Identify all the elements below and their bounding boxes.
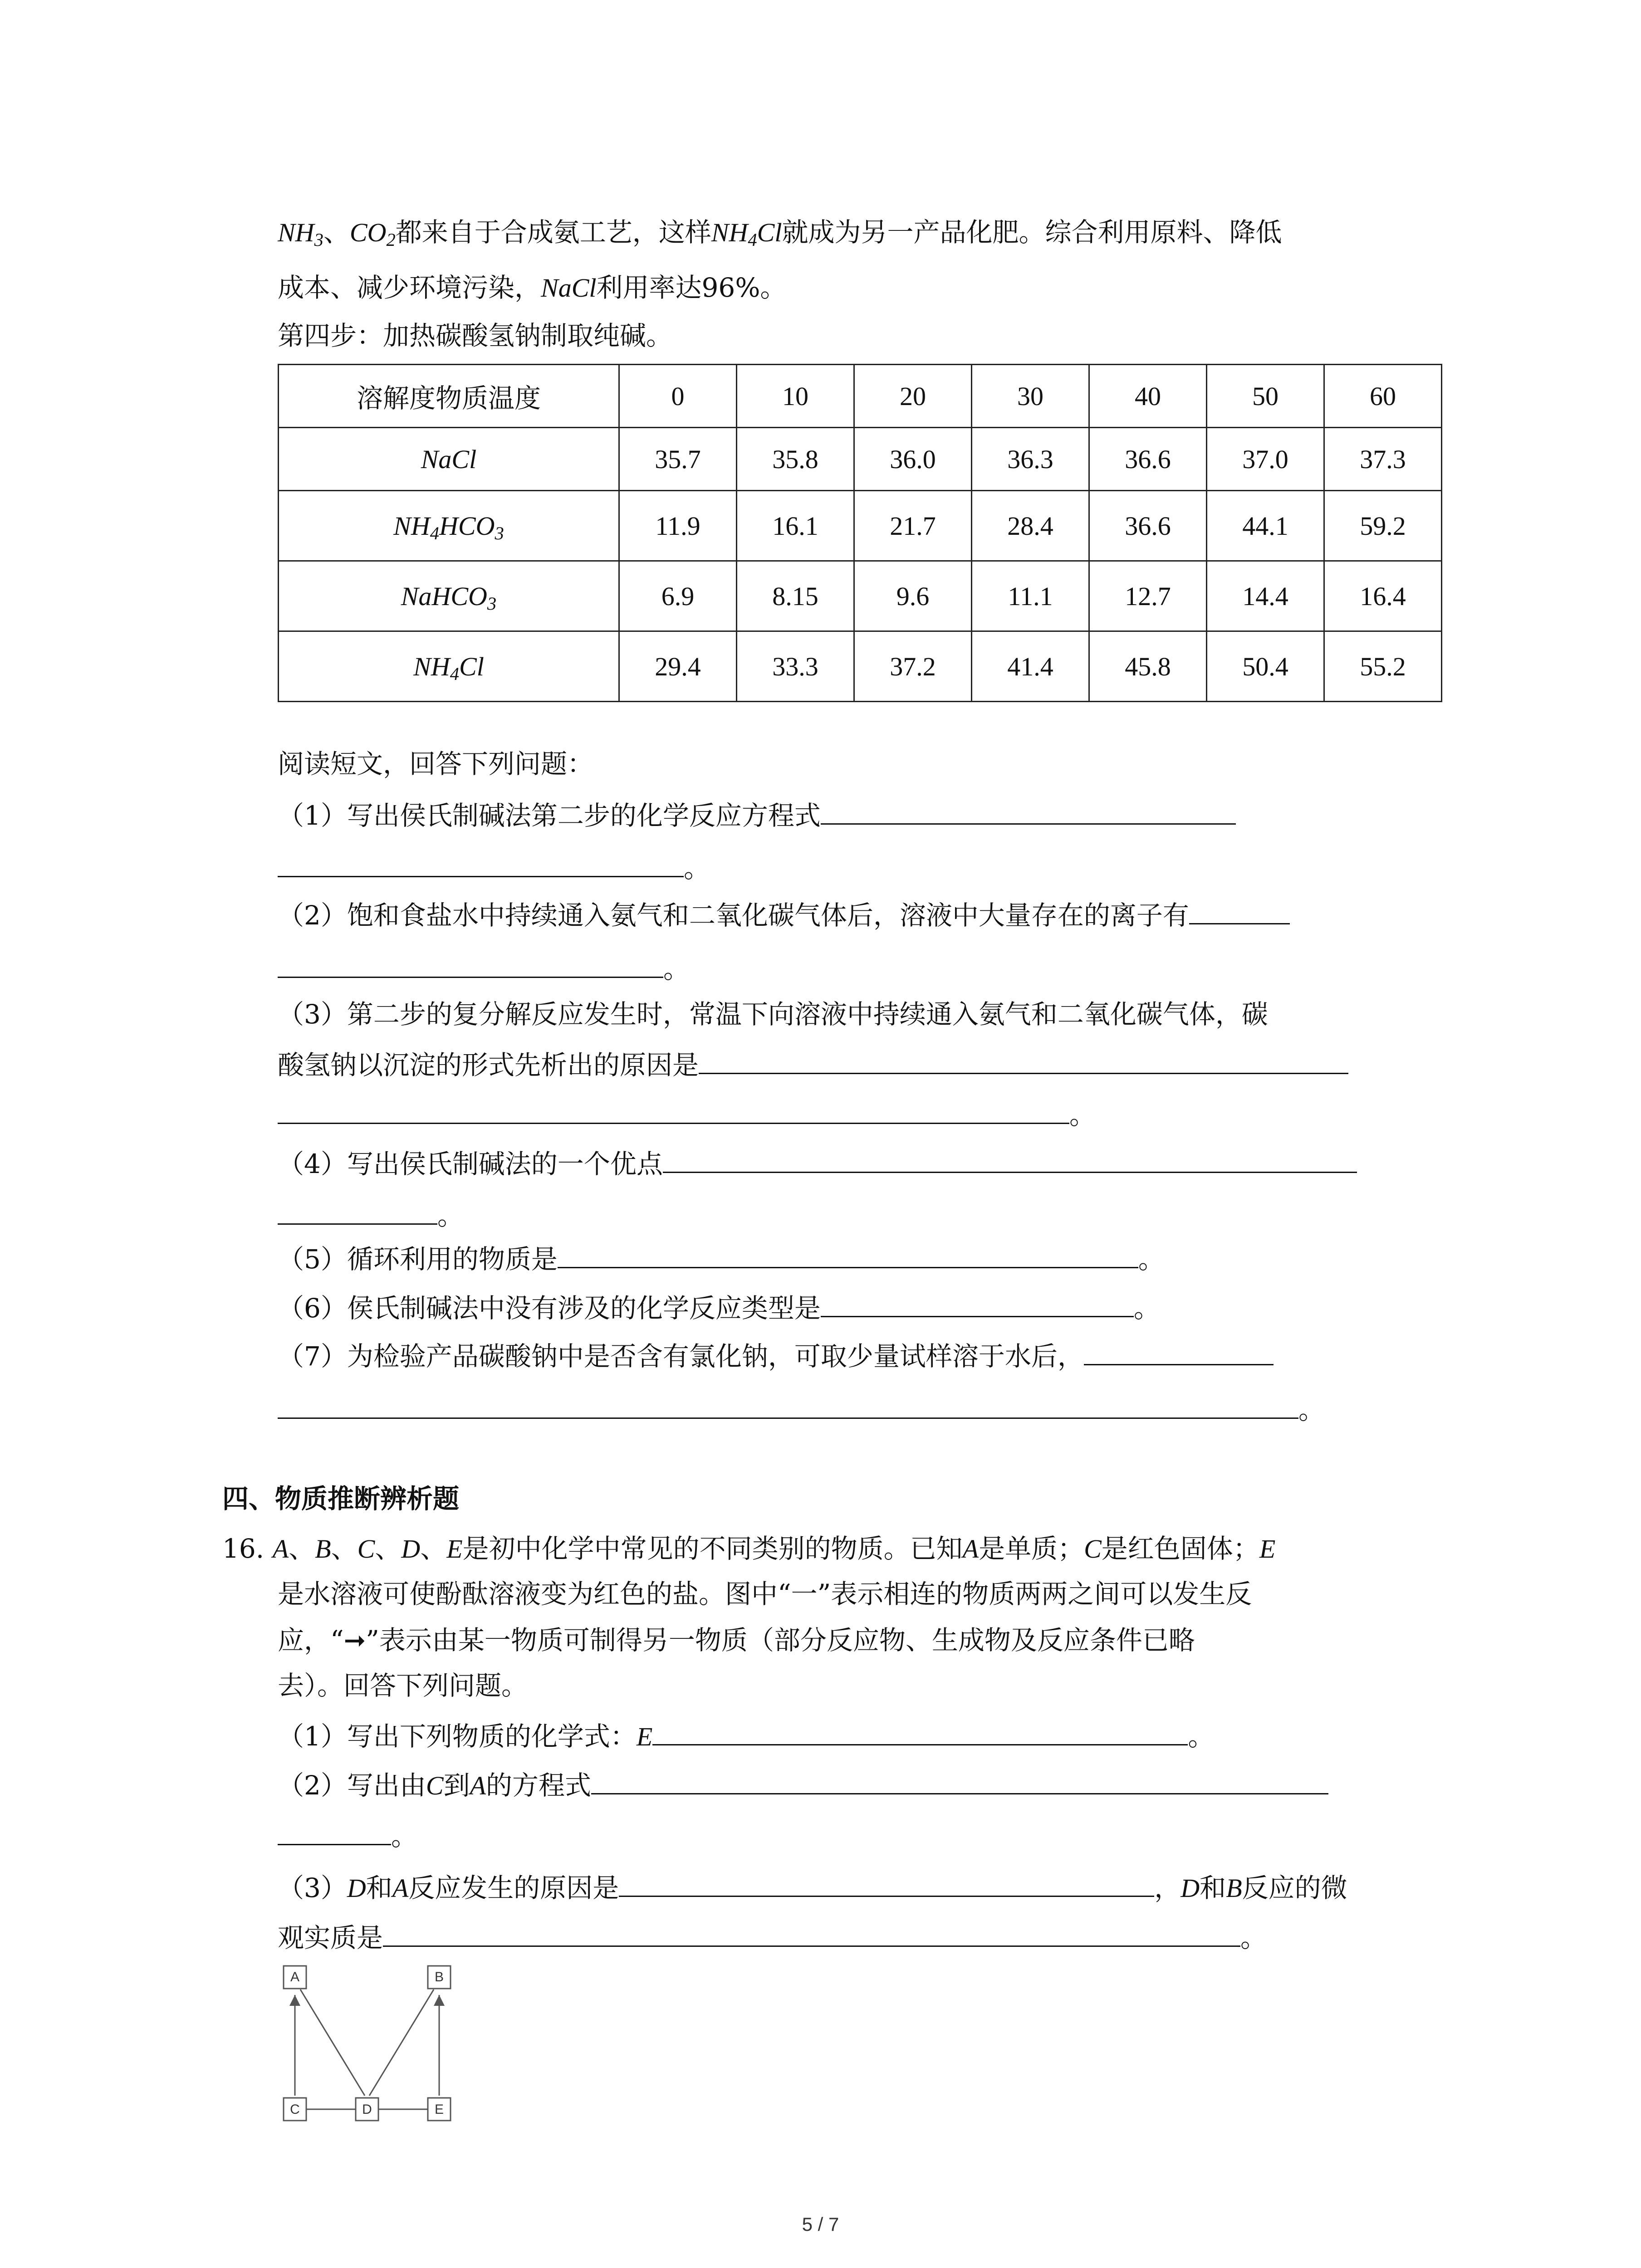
table-header-row (279, 365, 1442, 428)
svg-text:E: E (434, 2102, 444, 2117)
answer-blank[interactable] (278, 1393, 1298, 1419)
question-16-line-3: 应，“➞”表示由某一物质可制得另一物质（部分反应物、生成物及反应条件已略 (278, 1625, 1195, 1656)
question-7: （7）为检验产品碳酸钠中是否含有氯化钠，可取少量试样溶于水后， (278, 1339, 1274, 1373)
answer-blank[interactable] (278, 1098, 1069, 1124)
svg-text:B: B (434, 1970, 444, 1984)
table-row (279, 631, 1442, 702)
table-cell: 12.7 (1089, 561, 1207, 631)
temp-cell: 40 (1089, 365, 1207, 428)
svg-text:C: C (290, 2102, 300, 2117)
question-5: （5）循环利用的物质是 。 (278, 1242, 1165, 1276)
table-cell: 55.2 (1324, 631, 1442, 702)
question-16-line-1: 16. A、B、C、D、E是初中化学中常见的不同类别的物质。已知A是单质；C是红色固体；E (222, 1533, 1276, 1564)
reaction-diagram (272, 1960, 463, 2141)
temp-cell: 10 (737, 365, 854, 428)
table-cell: 37.0 (1207, 428, 1324, 491)
node-b (428, 1966, 451, 1989)
table-cell: 8.15 (737, 561, 854, 631)
temp-cell: 30 (972, 365, 1089, 428)
table-cell: 14.4 (1207, 561, 1324, 631)
table-cell: 16.1 (737, 491, 854, 561)
table-row (279, 428, 1442, 491)
solubility-table (278, 364, 1442, 702)
table-cell: 50.4 (1207, 631, 1324, 702)
question-1: （1）写出侯氏制碱法第二步的化学反应方程式 (278, 798, 1236, 832)
link-b-d (369, 1989, 434, 2096)
temp-cell: 50 (1207, 365, 1324, 428)
table-cell: 41.4 (972, 631, 1089, 702)
table-row (279, 491, 1442, 561)
question-3-cont: 酸氢钠以沉淀的形式先析出的原因是 (278, 1048, 1348, 1081)
answer-blank[interactable] (821, 1291, 1134, 1317)
question-7-cont: 。 (278, 1393, 1325, 1426)
page-number: 5 / 7 (802, 2214, 839, 2235)
answer-blank[interactable] (278, 1819, 391, 1845)
table-cell: 59.2 (1324, 491, 1442, 561)
substance-name: $NH_4Cl$ (279, 631, 619, 702)
answer-blank[interactable] (652, 1719, 1188, 1745)
answer-blank[interactable] (1189, 898, 1290, 924)
table-cell: 35.8 (737, 428, 854, 491)
table-cell: 29.4 (619, 631, 737, 702)
table-row (279, 561, 1442, 631)
table-header-label: 溶解度物质温度 (279, 365, 619, 428)
table-cell: 33.3 (737, 631, 854, 702)
answer-blank[interactable] (821, 798, 1236, 825)
intro-line-2: 成本、减少环境污染，NaCl利用率达96%。 (278, 272, 787, 303)
question-2: （2）饱和食盐水中持续通入氨气和二氧化碳气体后，溶液中大量存在的离子有 (278, 898, 1290, 932)
q16-sub-1: （1）写出下列物质的化学式：E 。 (278, 1719, 1214, 1753)
answer-blank[interactable] (383, 1921, 1240, 1947)
substance-name: NaHCO$_3$ (279, 561, 619, 631)
table-cell: 36.6 (1089, 491, 1207, 561)
answer-blank[interactable] (663, 1147, 1357, 1173)
table-cell: 37.2 (854, 631, 972, 702)
question-4: （4）写出侯氏制碱法的一个优点 (278, 1147, 1357, 1180)
answer-blank[interactable] (278, 1198, 437, 1225)
answer-blank[interactable] (699, 1048, 1348, 1074)
table-cell: 6.9 (619, 561, 737, 631)
node-c (284, 2098, 306, 2121)
node-d (356, 2098, 378, 2121)
question-16-line-2: 是水溶液可使酚酞溶液变为红色的盐。图中“一”表示相连的物质两两之间可以发生反 (278, 1579, 1252, 1609)
table-cell: 44.1 (1207, 491, 1324, 561)
table-cell: 11.1 (972, 561, 1089, 631)
answer-blank[interactable] (1084, 1339, 1274, 1365)
questions-lead: 阅读短文，回答下列问题： (278, 748, 594, 779)
table-cell: 35.7 (619, 428, 737, 491)
question-6: （6）侯氏制碱法中没有涉及的化学反应类型是 。 (278, 1291, 1160, 1325)
table-cell: 16.4 (1324, 561, 1442, 631)
q16-sub-3-cont: 观实质是 。 (278, 1921, 1267, 1954)
answer-blank[interactable] (278, 952, 663, 978)
answer-blank[interactable] (558, 1242, 1138, 1268)
question-1-cont: 。 (278, 851, 710, 885)
q16-sub-2-cont: 。 (278, 1819, 417, 1853)
answer-blank[interactable] (619, 1871, 1154, 1897)
node-e (428, 2098, 451, 2121)
answer-blank[interactable] (278, 851, 684, 877)
temp-cell: 20 (854, 365, 972, 428)
question-2-cont: 。 (278, 952, 690, 985)
table-cell: 21.7 (854, 491, 972, 561)
node-a (284, 1966, 306, 1989)
svg-text:D: D (362, 2102, 372, 2117)
answer-blank[interactable] (591, 1768, 1328, 1794)
question-4-cont: 。 (278, 1198, 464, 1232)
table-cell: 11.9 (619, 491, 737, 561)
table-cell: 36.6 (1089, 428, 1207, 491)
table-cell: 28.4 (972, 491, 1089, 561)
q16-sub-2: （2）写出由C到A的方程式 (278, 1768, 1328, 1802)
step4-text: 第四步：加热碳酸氢钠制取纯碱。 (278, 320, 673, 351)
question-16-line-4: 去）。回答下列问题。 (278, 1670, 528, 1701)
link-a-d (300, 1989, 365, 2096)
temp-cell: 0 (619, 365, 737, 428)
table-cell: 9.6 (854, 561, 972, 631)
table-cell: 36.0 (854, 428, 972, 491)
question-3-cont2: 。 (278, 1098, 1096, 1131)
section-4-title: 四、物质推断辨析题 (222, 1483, 460, 1514)
substance-name: $NH_4HCO_3$ (279, 491, 619, 561)
q16-sub-3: （3）D和A反应发生的原因是 ，D和B反应的微 (278, 1871, 1347, 1905)
table-cell: 45.8 (1089, 631, 1207, 702)
question-3: （3）第二步的复分解反应发生时，常温下向溶液中持续通入氨气和二氧化碳气体，碳 (278, 999, 1268, 1030)
intro-line-1: $NH_3$、$CO_2$都来自于合成氨工艺，这样$NH_4Cl$就成为另一产品化肥。综合利用原料、降低 (278, 217, 1282, 250)
svg-text:A: A (290, 1970, 300, 1984)
substance-name: NaCl (279, 428, 619, 491)
table-cell: 36.3 (972, 428, 1089, 491)
temp-cell: 60 (1324, 365, 1442, 428)
table-cell: 37.3 (1324, 428, 1442, 491)
